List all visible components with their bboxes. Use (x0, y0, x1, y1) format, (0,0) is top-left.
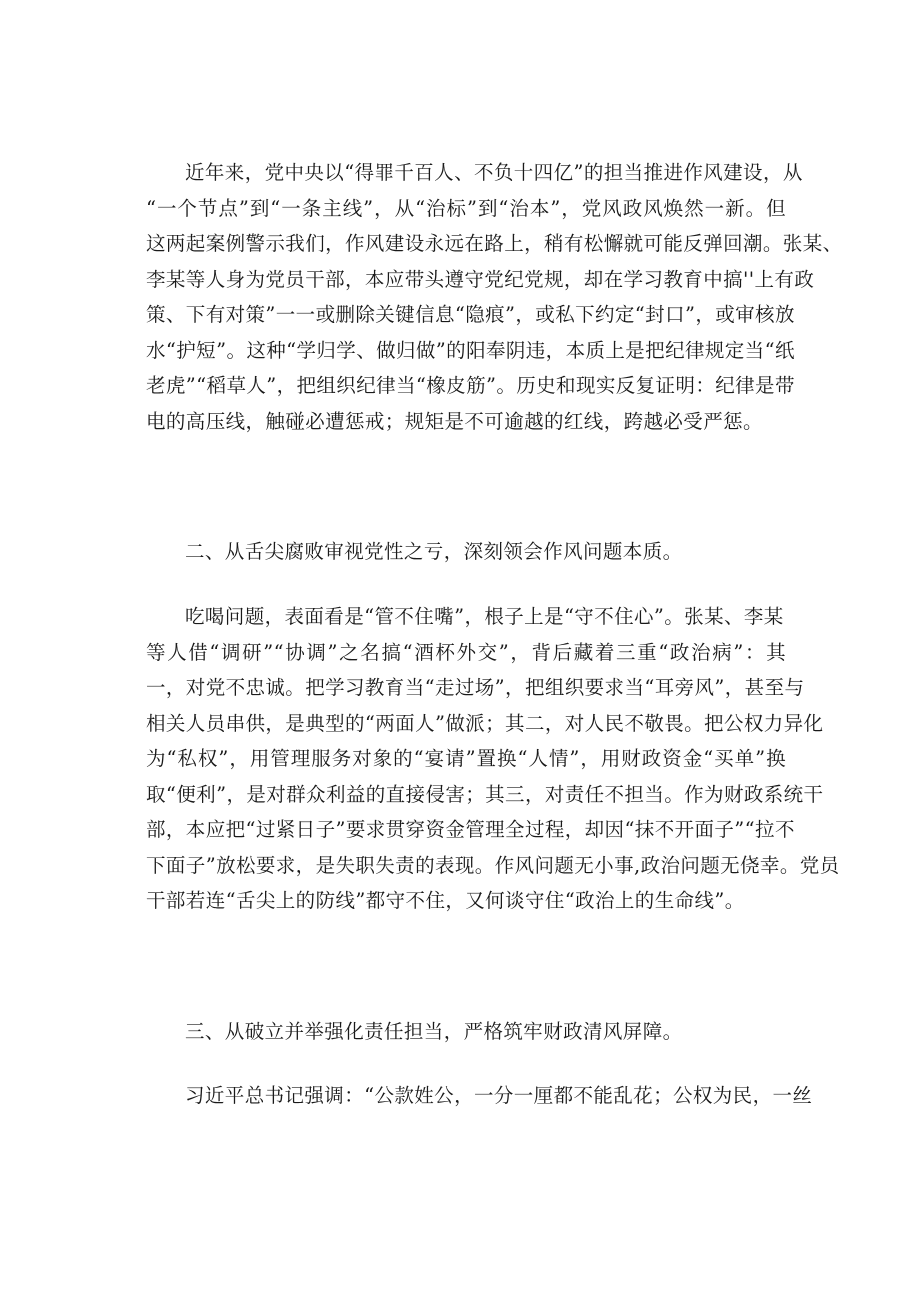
paragraph-2 (146, 599, 840, 919)
paragraph-line: 近年来，党中央以“得罪千百人、不负十四亿”的担当推进作风建设，从 (185, 161, 803, 184)
paragraph-line: 等人借“调研”“协调”之名搞“酒杯外交”，背后藏着三重“政治病”：其 (146, 640, 786, 664)
paragraph-line: 老虎”“稻草人”，把组织纪律当“橡皮筋”。历史和现实反复证明：纪律是带 (146, 374, 795, 397)
paragraph-line: 部，本应把“过紧日子”要求贯穿资金管理全过程，却因“抹不开面子”“拉不 (146, 818, 795, 841)
paragraph-line: 为“私权”，用管理服务对象的“宴请”置换“人情”，用财政资金“买单”换 (146, 747, 786, 770)
paragraph-line: 一，对党不忠诚。把学习教育当“走过场”，把组织要求当“耳旁风”，甚至与 (146, 676, 805, 699)
paragraph-line: 相关人员串供，是典型的“两面人”做派；其二，对人民不敬畏。把公权力异化 (146, 711, 824, 735)
paragraph-1 (146, 155, 843, 439)
paragraph-line: 这两起案例警示我们，作风建设永远在路上，稍有松懈就可能反弹回潮。张某、 (146, 232, 843, 255)
section-heading-3: 三、从破立并举强化责任担当，严格筑牢财政清风屏障。 (185, 1020, 683, 1043)
paragraph-line: 李某等人身为党员干部，本应带头遵守党纪党规，却在学习教育中搞''上有政 (146, 267, 815, 291)
section-heading-2: 二、从舌尖腐败审视党性之亏，深刻领会作风问题本质。 (185, 540, 683, 563)
paragraph-line: 下面子”放松要求，是失职失责的表现。作风问题无小事,政治问题无侥幸。党员 (146, 853, 840, 877)
paragraph-line: 吃喝问题，表面看是“管不住嘴”，根子上是“守不住心”。张某、李某 (185, 605, 784, 628)
paragraph-3 (146, 1078, 813, 1114)
paragraph-line: 取“便利”，是对群众利益的直接侵害；其三，对责任不担当。作为财政系统干 (146, 782, 824, 806)
paragraph-line: “一个节点”到“一条主线”，从“治标”到“治本”，党风政风焕然一新。但 (146, 196, 786, 220)
paragraph-line: 策、下有对策”一一或删除关键信息“隐痕”，或私下约定“封口”，或审核放 (146, 303, 795, 326)
paragraph-line: 水“护短”。这种“学归学、做归做”的阳奉阴违，本质上是把纪律规定当“纸 (146, 338, 795, 362)
paragraph-line: 习近平总书记强调：“公款姓公，一分一厘都不能乱花；公权为民，一丝 (185, 1084, 813, 1107)
paragraph-line: 干部若连“舌尖上的防线”都守不住，又何谈守住“政治上的生命线”。 (146, 889, 745, 912)
paragraph-line: 电的高压线，触碰必遭惩戒；规矩是不可逾越的红线，跨越必受严惩。 (146, 409, 763, 433)
